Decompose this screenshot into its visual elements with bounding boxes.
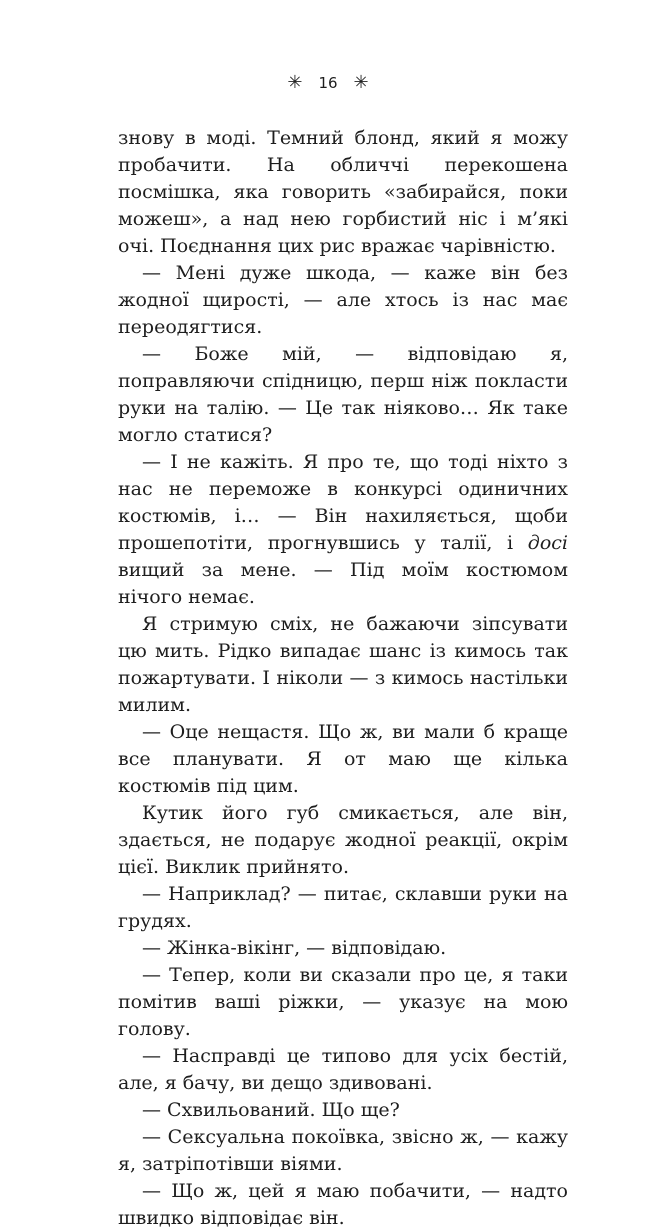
paragraph: — Жінка-вікінг, — відповідаю.: [142, 937, 447, 959]
paragraph: — Мені дуже шкода, — каже він без жодної щирості, — але хтось із нас має переодягтися.: [118, 262, 568, 338]
paragraph: — Наприклад? — питає, склавши руки на грудях.: [118, 883, 568, 932]
paragraph: — Сексуальна покоївка, звісно ж, — кажу я, затріпотівши віями.: [118, 1126, 568, 1175]
paragraph: — Боже мій, — відповідаю я, поправляючи спідницю, перш ніж покласти руки на талію. — Це так ніяково… Як таке могло статися?: [118, 343, 568, 446]
paragraph: Кутик його губ смикається, але він, здається, не подарує жодної реакції, окрім цієї. Виклик прийнято.: [118, 802, 568, 878]
page-header: [0, 74, 656, 92]
asterisk-ornament-icon: ✳: [287, 72, 303, 93]
body-text: [118, 125, 568, 1232]
paragraph: — Що ж, цей я маю побачити, — надто швидко відповідає він.: [118, 1180, 568, 1229]
paragraph: — Тепер, коли ви сказали про це, я таки помітив ваші ріжки, — указує на мою голову.: [118, 964, 568, 1040]
paragraph: знову в моді. Темний блонд, який я можу пробачити. На обличчі перекошена посмішка, яка говорить «забирайся, поки можеш», а над нею горбистий ніс і м’які очі. Поєднання цих рис вражає чарівністю.: [118, 127, 568, 257]
paragraph: — Насправді це типово для усіх бестій, але, я бачу, ви дещо здивовані.: [118, 1045, 568, 1094]
paragraph: — І не кажіть. Я про те, що тоді ніхто з нас не переможе в конкурсі одиничних костюмів, і… — Він нахиляється, щоби прошепотіти, прогнувшись у талії, і досі вищий за мене. — Під моїм костюмом нічого немає.: [118, 451, 568, 608]
paragraph: Я стримую сміх, не бажаючи зіпсувати цю мить. Рідко випадає шанс із кимось так пожартувати. І ніколи — з кимось настільки милим.: [118, 613, 568, 716]
asterisk-ornament-icon: ✳: [353, 72, 369, 93]
paragraph: — Схвильований. Що ще?: [142, 1099, 400, 1121]
paragraph: — Оце нещастя. Що ж, ви мали б краще все планувати. Я от маю ще кілька костюмів під цим.: [118, 721, 568, 797]
page-number: 16: [318, 74, 338, 92]
